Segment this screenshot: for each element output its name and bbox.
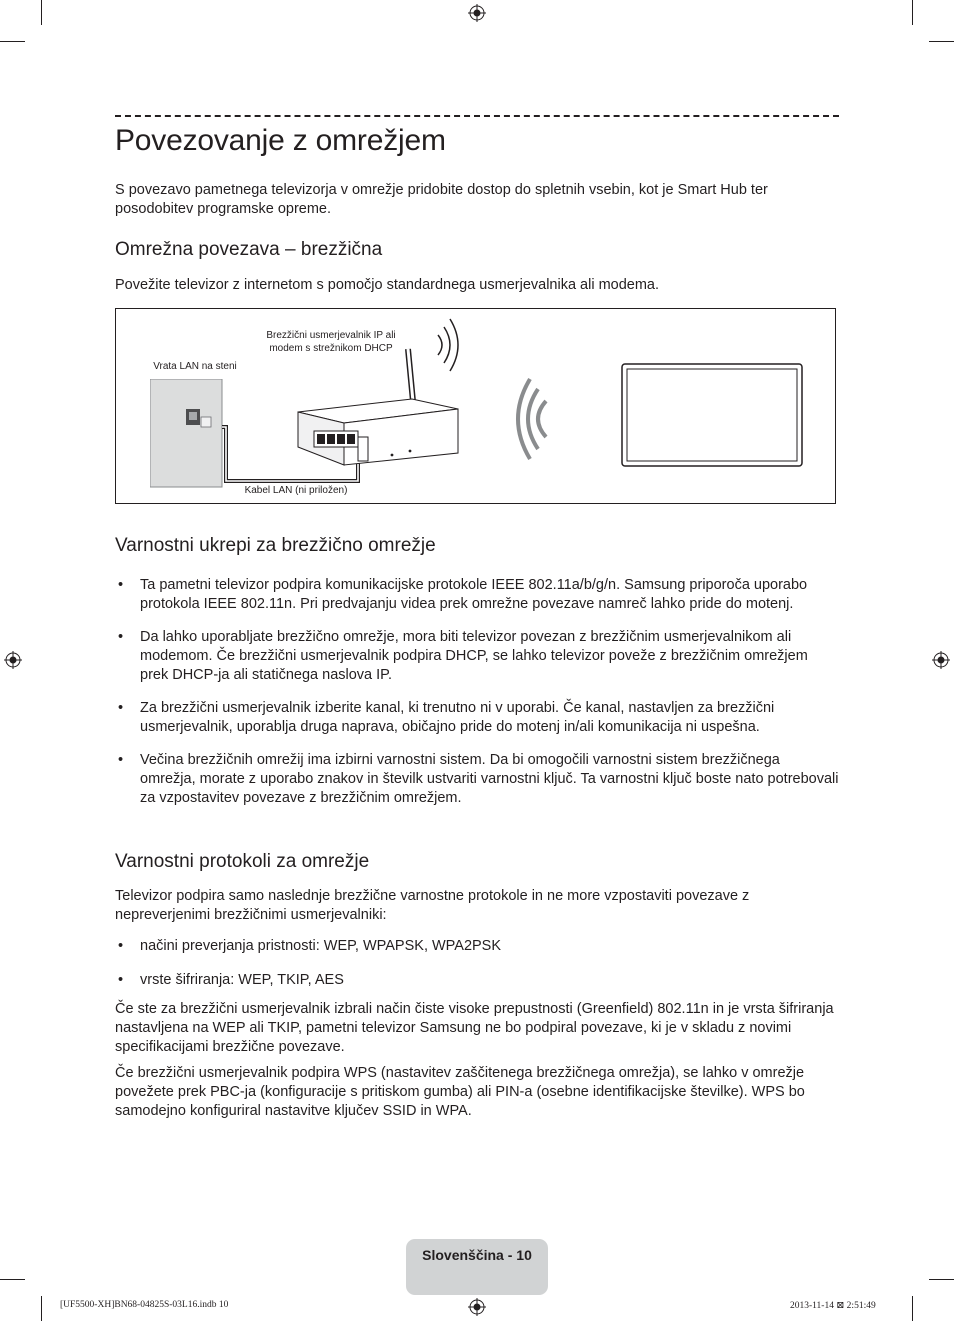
list-item: • Za brezžični usmerjevalnik izberite kanal, ki trenutno ni v uporabi. Če kanal, nastavljen za brezžični usmerjevalnik, uporablja druga naprava, običajno pride do motenj in/ali komunikacija ni uspešna.: [115, 699, 839, 737]
protocols-heading: Varnostni protokoli za omrežje: [115, 851, 370, 872]
greenfield-paragraph: Če ste za brezžični usmerjevalnik izbrali način čiste visoke prepustnosti (Greenfield) 802.11n in je vrsta šifriranja nastavljena na WEP ali TKIP, pametni televizor Samsung ne bo podpiral povezave, ki je v skladu z novimi specifikacijami brezžične povezave.: [115, 1001, 834, 1055]
wall-label: Vrata LAN na steni: [153, 361, 237, 372]
crop-mark-bottom-right-v: [912, 1296, 913, 1321]
page-title: Povezovanje z omrežjem: [115, 124, 446, 157]
security-list: [115, 576, 839, 808]
router-label-line1: Brezžični usmerjevalnik IP ali: [266, 330, 396, 341]
intro-paragraph: S povezavo pametnega televizorja v omrežje pridobite dostop do spletnih vsebin, kot je Smart Hub ter posodobitev programske opreme.: [115, 182, 768, 217]
crop-mark-top-right-h: [929, 41, 954, 42]
registration-mark-icon: [4, 651, 22, 669]
cable-label: Kabel LAN (ni priložen): [244, 485, 348, 496]
crop-mark-top-left-v: [41, 0, 42, 25]
list-item: • Večina brezžičnih omrežij ima izbirni varnostni sistem. Da bi omogočili varnostni sistem brezžičnega omrežja, morate z uporabo znakov in številk ustvariti varnostni ključ. Ta varnostni ključ boste nato potrebovali za vzpostavitev povezave z brezžičnim omrežjem.: [115, 751, 839, 808]
wireless-signal-icon: [432, 317, 462, 373]
crop-mark-bottom-left-v: [41, 1296, 42, 1321]
router-label-line2: modem s strežnikom DHCP: [269, 343, 393, 354]
crop-mark-bottom-left-h: [0, 1279, 25, 1280]
registration-mark-icon: [468, 1298, 486, 1316]
title-rule: [115, 115, 839, 117]
wireless-heading: Omrežna povezava – brezžična: [115, 239, 383, 260]
wps-paragraph: Če brezžični usmerjevalnik podpira WPS (nastavitev zaščitenega brezžičnega omrežja), se lahko v omrežje povežete prek PBC-ja (konfiguracije s pritiskom gumba) ali PIN-a (osebne identifikacijske številke). WPS bo samodejno konfiguriral nastavitve ključev SSID in WPA.: [115, 1065, 805, 1119]
registration-mark-icon: [468, 4, 486, 22]
date-slug: 2013-11-14 ⊠ 2:51:49: [790, 1301, 876, 1311]
protocols-intro: Televizor podpira samo naslednje brezžične varnostne protokole in ne more vzpostaviti povezave z nepreverjenimi brezžičnimi usmerjevalniki:: [115, 888, 750, 923]
list-item: • načini preverjanja pristnosti: WEP, WPAPSK, WPA2PSK: [115, 937, 839, 956]
crop-mark-top-left-h: [0, 41, 25, 42]
tv-icon: [621, 363, 805, 469]
wireless-text: Povežite televizor z internetom s pomočjo standardnega usmerjevalnika ali modema.: [115, 277, 660, 293]
router-label: [236, 329, 426, 355]
list-item: • Da lahko uporabljate brezžično omrežje, mora biti televizor povezan z brezžičnim usmerjevalnikom ali modemom. Če brezžični usmerjevalnik podpira DHCP, se lahko televizor poveže z brezžičnim omrežjem prek DHCP-ja ali statičnega naslova IP.: [115, 628, 839, 685]
file-slug: [UF5500-XH]BN68-04825S-03L16.indb 10: [60, 1300, 229, 1310]
security-heading: Varnostni ukrepi za brezžično omrežje: [115, 535, 436, 556]
list-item: • Ta pametni televizor podpira komunikacijske protokole IEEE 802.11a/b/g/n. Samsung priporoča uporabo protokola IEEE 802.11n. Pri predvajanju videa prek omrežne povezave namreč lahko pride do motenj.: [115, 576, 839, 614]
network-diagram: [115, 308, 836, 504]
crop-mark-bottom-right-h: [929, 1279, 954, 1280]
page-number-tab: [406, 1239, 548, 1295]
page-number: Slovenščina - 10: [422, 1247, 532, 1263]
registration-mark-icon: [932, 651, 950, 669]
wireless-signal-icon: [506, 377, 556, 461]
crop-mark-top-right-v: [912, 0, 913, 25]
protocols-list: [115, 937, 839, 990]
list-item: • vrste šifriranja: WEP, TKIP, AES: [115, 971, 839, 990]
